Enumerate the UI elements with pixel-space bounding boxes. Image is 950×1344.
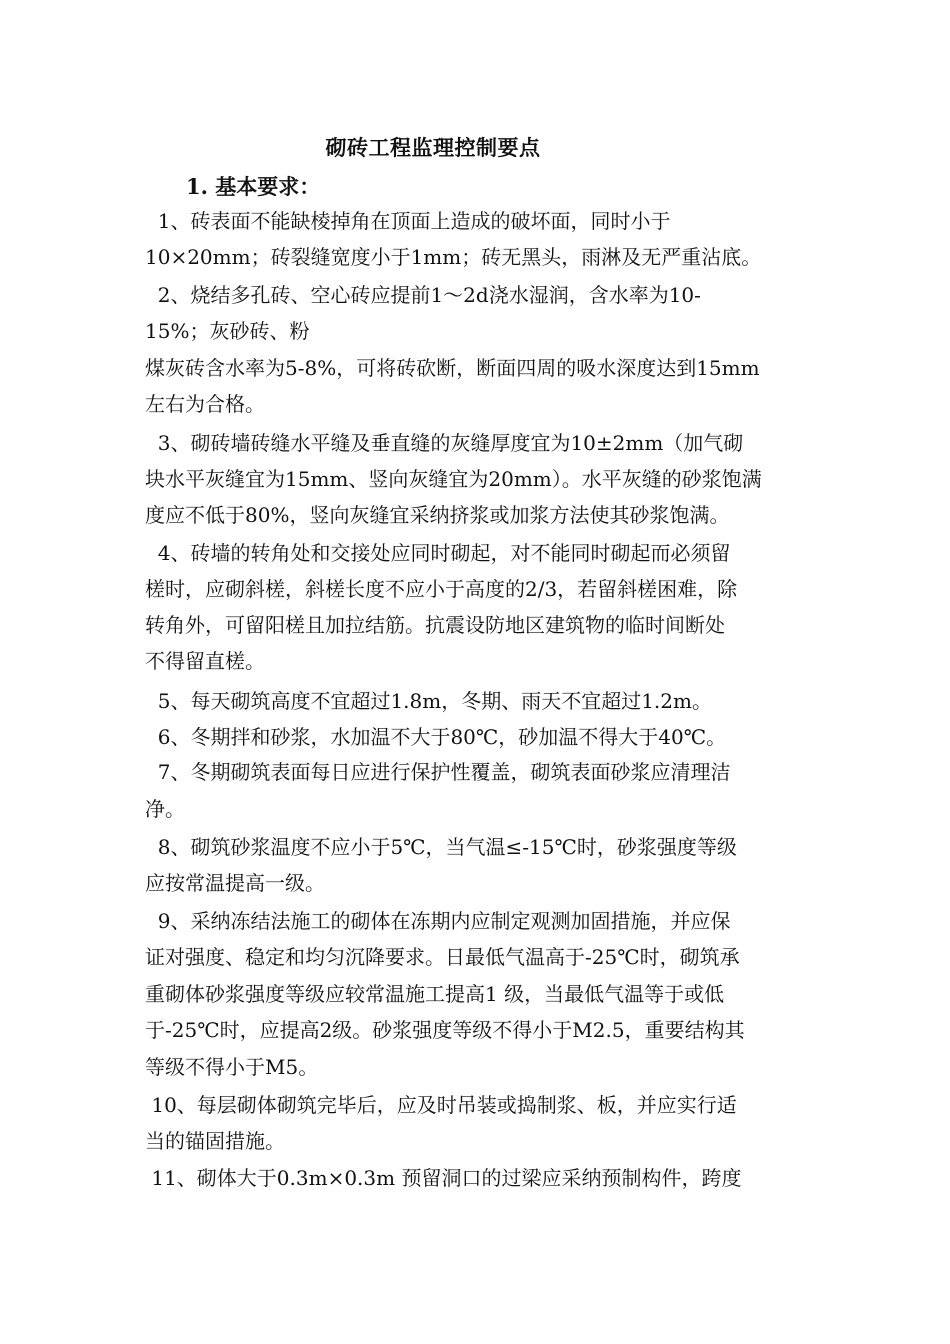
- body-line: 度应不低于80%，竖向灰缝宜采纳挤浆或加浆方法使其砂浆饱满。: [145, 503, 730, 527]
- section-heading: 1. 基本要求：: [186, 174, 321, 199]
- body-line: 净。: [145, 797, 185, 821]
- body-line: 证对强度、稳定和均匀沉降要求。日最低气温高于-25℃时，砌筑承: [145, 945, 740, 969]
- body-line: 转角外，可留阳槎且加拉结筋。抗震设防地区建筑物的临时间断处: [145, 613, 725, 637]
- body-line: 4、砖墙的转角处和交接处应同时砌起，对不能同时砌起而必须留: [145, 541, 731, 565]
- body-line: 不得留直槎。: [145, 649, 265, 673]
- body-line: 于-25℃时，应提高2级。砂浆强度等级不得小于M2.5，重要结构其: [145, 1018, 745, 1042]
- body-line: 等级不得小于M5。: [145, 1055, 319, 1079]
- body-line: 9、采纳冻结法施工的砌体在冻期内应制定观测加固措施，并应保: [145, 909, 731, 933]
- body-line: 7、冬期砌筑表面每日应进行保护性覆盖，砌筑表面砂浆应清理洁: [145, 760, 731, 784]
- body-line: 5、每天砌筑高度不宜超过1.8m，冬期、雨天不宜超过1.2m。: [145, 689, 712, 713]
- body-line: 3、砌砖墙砖缝水平缝及垂直缝的灰缝厚度宜为10±2mm（加气砌: [145, 431, 744, 455]
- body-line: 应按常温提高一级。: [145, 871, 325, 895]
- body-line: 块水平灰缝宜为15mm、竖向灰缝宜为20mm）。水平灰缝的砂浆饱满: [145, 467, 762, 491]
- body-line: 左右为合格。: [145, 392, 265, 416]
- body-line: 15%；灰砂砖、粉: [145, 319, 310, 343]
- body-line: 10、每层砌体砌筑完毕后，应及时吊装或捣制浆、板，并应实行适: [145, 1093, 737, 1117]
- body-line: 1、砖表面不能缺棱掉角在顶面上造成的破坏面，同时小于: [145, 209, 671, 233]
- body-line: 当的锚固措施。: [145, 1129, 285, 1153]
- document-title: 砌砖工程监理控制要点: [325, 135, 541, 160]
- body-line: 11、砌体大于0.3m×0.3m 预留洞口的过梁应采纳预制构件，跨度: [145, 1166, 742, 1190]
- body-line: 槎时，应砌斜槎，斜槎长度不应小于高度的2/3，若留斜槎困难，除: [145, 577, 738, 601]
- body-line: 10×20mm；砖裂缝宽度小于1mm；砖无黑头，雨淋及无严重沾底。: [145, 245, 762, 269]
- body-line: 6、冬期拌和砂浆，水加温不大于80℃，砂加温不得大于40℃。: [145, 725, 727, 749]
- body-line: 2、烧结多孔砖、空心砖应提前1～2d浇水湿润，含水率为10-: [145, 283, 701, 307]
- body-line: 重砌体砂浆强度等级应较常温施工提高1 级，当最低气温等于或低: [145, 982, 725, 1006]
- body-line: 煤灰砖含水率为5-8%，可将砖砍断，断面四周的吸水深度达到15mm: [145, 356, 760, 380]
- body-line: 8、砌筑砂浆温度不应小于5℃，当气温≤-15℃时，砂浆强度等级: [145, 835, 737, 859]
